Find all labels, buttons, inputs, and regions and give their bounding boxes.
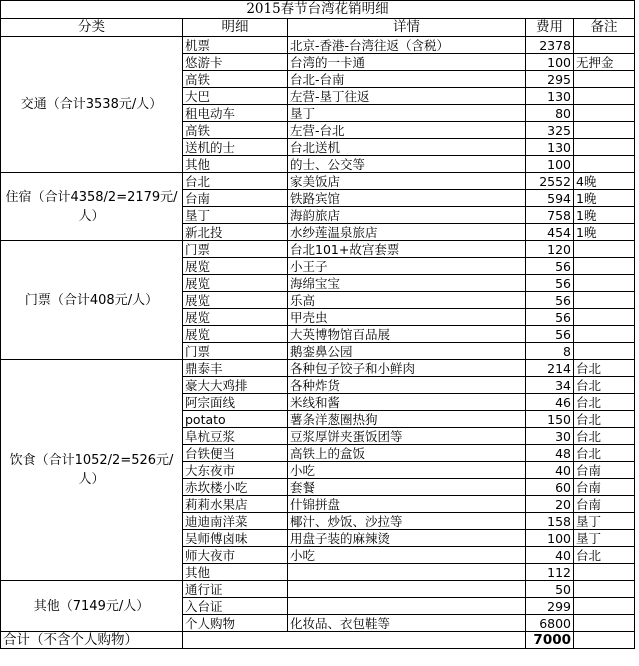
cost-cell: 30 [526,428,574,445]
item-cell: 门票 [183,241,288,258]
cost-cell: 150 [526,411,574,428]
cost-cell: 2552 [526,173,574,190]
cost-cell: 50 [526,581,574,598]
item-cell: 通行证 [183,581,288,598]
detail-cell: 家美饭店 [288,173,526,190]
cost-cell: 130 [526,139,574,156]
cost-cell: 6800 [526,615,574,632]
item-cell: 阜杭豆浆 [183,428,288,445]
total-value: 7000 [526,632,574,649]
cost-cell: 60 [526,479,574,496]
table-row [1,37,635,54]
note-cell [574,105,635,122]
note-cell: 台北 [574,360,635,377]
detail-cell: 海韵旅店 [288,207,526,224]
item-cell: 新北投 [183,224,288,241]
cost-cell: 120 [526,241,574,258]
item-cell: 垦丁 [183,207,288,224]
detail-cell: 北京-香港-台湾往返（含税） [288,37,526,54]
detail-cell: 豆浆厚饼夹蛋饭团等 [288,428,526,445]
item-cell: 悠游卡 [183,54,288,71]
detail-cell: 什锦拼盘 [288,496,526,513]
detail-cell: 化妆品、衣包鞋等 [288,615,526,632]
item-cell: 台北 [183,173,288,190]
note-cell: 台北 [574,377,635,394]
note-cell: 台北 [574,547,635,564]
cost-cell: 758 [526,207,574,224]
detail-cell [288,598,526,615]
empty-cell [574,632,635,649]
cost-cell: 56 [526,326,574,343]
item-cell: 阿宗面线 [183,394,288,411]
empty-cell [183,632,526,649]
cost-cell: 112 [526,564,574,581]
detail-cell: 铁路宾馆 [288,190,526,207]
item-cell: 赤坎楼小吃 [183,479,288,496]
cost-cell: 80 [526,105,574,122]
category-cell: 住宿（合计4358/2=2179元/人） [1,173,183,241]
note-cell: 台北 [574,445,635,462]
cost-cell: 34 [526,377,574,394]
detail-cell: 乐高 [288,292,526,309]
detail-cell: 小吃 [288,462,526,479]
detail-cell: 高铁上的盒饭 [288,445,526,462]
item-cell: 展览 [183,309,288,326]
detail-cell: 薯条洋葱圈热狗 [288,411,526,428]
cost-cell: 40 [526,547,574,564]
cost-cell: 100 [526,530,574,547]
detail-cell: 垦丁 [288,105,526,122]
note-cell [574,241,635,258]
note-cell [574,275,635,292]
cost-cell: 20 [526,496,574,513]
note-cell: 1晚 [574,224,635,241]
item-cell: 台铁便当 [183,445,288,462]
table-title: 2015春节台湾花销明细 [1,1,635,19]
detail-cell: 椰汁、炒饭、沙拉等 [288,513,526,530]
note-cell: 台南 [574,479,635,496]
item-cell: 展览 [183,326,288,343]
table-row [1,241,635,258]
detail-cell [288,564,526,581]
detail-cell: 台北送机 [288,139,526,156]
detail-cell: 小王子 [288,258,526,275]
cost-cell: 56 [526,275,574,292]
note-cell [574,581,635,598]
item-cell: 豪大大鸡排 [183,377,288,394]
cost-cell: 299 [526,598,574,615]
item-cell: 莉莉水果店 [183,496,288,513]
item-cell: 送机的士 [183,139,288,156]
item-cell: 展览 [183,258,288,275]
category-cell: 饮食（合计1052/2=526元/人） [1,360,183,581]
header-cost: 费用 [526,19,574,37]
note-cell: 垦丁 [574,530,635,547]
item-cell: 高铁 [183,71,288,88]
item-cell: 入台证 [183,598,288,615]
note-cell [574,37,635,54]
detail-cell: 鹅銮鼻公园 [288,343,526,360]
note-cell: 台北 [574,428,635,445]
category-cell: 其他（7149元/人） [1,581,183,632]
item-cell: 其他 [183,156,288,173]
table-row [1,173,635,190]
header-detail: 详情 [288,19,526,37]
detail-cell [288,581,526,598]
item-cell: potato [183,411,288,428]
item-cell: 高铁 [183,122,288,139]
note-cell [574,122,635,139]
item-cell: 机票 [183,37,288,54]
item-cell: 门票 [183,343,288,360]
cost-cell: 56 [526,309,574,326]
note-cell: 垦丁 [574,513,635,530]
cost-cell: 100 [526,156,574,173]
note-cell: 1晚 [574,190,635,207]
item-cell: 展览 [183,275,288,292]
note-cell [574,88,635,105]
detail-cell: 台北101+故宫套票 [288,241,526,258]
header-item: 明细 [183,19,288,37]
category-cell: 门票（合计408元/人） [1,241,183,360]
note-cell: 台北 [574,394,635,411]
cost-cell: 594 [526,190,574,207]
cost-cell: 130 [526,88,574,105]
item-cell: 个人购物 [183,615,288,632]
detail-cell: 左营-台北 [288,122,526,139]
note-cell: 无押金 [574,54,635,71]
detail-cell: 用盘子装的麻辣烫 [288,530,526,547]
note-cell: 1晚 [574,207,635,224]
detail-cell: 水纱莲温泉旅店 [288,224,526,241]
header-note: 备注 [574,19,635,37]
note-cell [574,598,635,615]
detail-cell: 的士、公交等 [288,156,526,173]
cost-cell: 56 [526,292,574,309]
item-cell: 大巴 [183,88,288,105]
detail-cell: 米线和酱 [288,394,526,411]
cost-cell: 158 [526,513,574,530]
cost-cell: 295 [526,71,574,88]
note-cell: 台南 [574,462,635,479]
cost-cell: 325 [526,122,574,139]
note-cell: 台北 [574,411,635,428]
note-cell [574,156,635,173]
category-cell: 交通（合计3538元/人） [1,37,183,173]
item-cell: 大东夜市 [183,462,288,479]
cost-cell: 56 [526,258,574,275]
detail-cell: 海绵宝宝 [288,275,526,292]
item-cell: 吴师傅卤味 [183,530,288,547]
total-label: 合计（不含个人购物） [1,632,183,649]
note-cell [574,309,635,326]
note-cell [574,326,635,343]
table-row [1,581,635,598]
note-cell [574,292,635,309]
note-cell [574,258,635,275]
detail-cell: 大英博物馆百品展 [288,326,526,343]
table-row [1,360,635,377]
item-cell: 租电动车 [183,105,288,122]
detail-cell: 套餐 [288,479,526,496]
cost-cell: 214 [526,360,574,377]
cost-cell: 2378 [526,37,574,54]
item-cell: 迪迪南洋菜 [183,513,288,530]
detail-cell: 小吃 [288,547,526,564]
item-cell: 展览 [183,292,288,309]
detail-cell: 各种包子饺子和小鲜肉 [288,360,526,377]
cost-cell: 8 [526,343,574,360]
cost-cell: 454 [526,224,574,241]
note-cell [574,343,635,360]
detail-cell: 台北-台南 [288,71,526,88]
item-cell: 台南 [183,190,288,207]
note-cell [574,564,635,581]
note-cell: 台南 [574,496,635,513]
detail-cell: 左营-垦丁往返 [288,88,526,105]
detail-cell: 甲壳虫 [288,309,526,326]
item-cell: 鼎泰丰 [183,360,288,377]
item-cell: 师大夜市 [183,547,288,564]
note-cell [574,71,635,88]
cost-cell: 100 [526,54,574,71]
cost-cell: 40 [526,462,574,479]
item-cell: 其他 [183,564,288,581]
cost-cell: 46 [526,394,574,411]
detail-cell: 台湾的一卡通 [288,54,526,71]
note-cell [574,139,635,156]
header-category: 分类 [1,19,183,37]
total-row [1,632,635,649]
detail-cell: 各种炸货 [288,377,526,394]
note-cell: 4晚 [574,173,635,190]
note-cell [574,615,635,632]
cost-cell: 48 [526,445,574,462]
